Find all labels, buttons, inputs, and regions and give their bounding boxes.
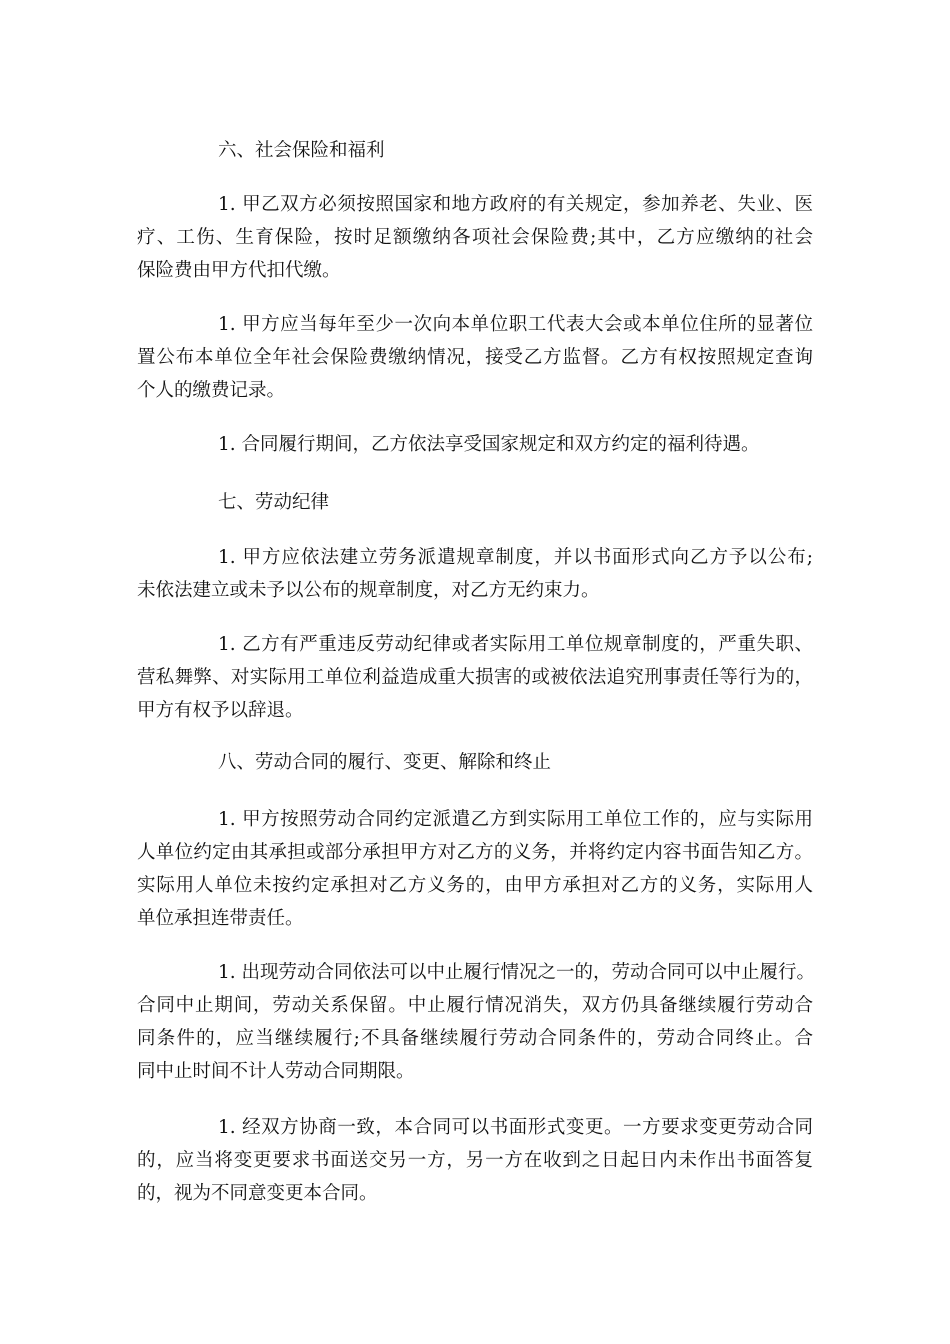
paragraph-line: 营私舞弊、对实际用工单位利益造成重大损害的或被依法追究刑事责任等行为的， — [137, 667, 813, 688]
paragraph-dismissal — [137, 628, 813, 727]
paragraph-line: 置公布本单位全年社会保险费缴纳情况，接受乙方监督。乙方有权按照规定查询 — [137, 347, 813, 368]
paragraph-line: 1. 出现劳动合同依法可以中止履行情况之一的，劳动合同可以中止履行。 — [218, 962, 816, 983]
paragraph-line: 的，视为不同意变更本合同。 — [137, 1183, 378, 1204]
paragraph-rules-publication — [137, 541, 813, 607]
paragraph-line: 实际用人单位未按约定承担对乙方义务的，由甲方承担对乙方的义务，实际用人 — [137, 875, 813, 896]
section-heading-contract-performance: 八、劳动合同的履行、变更、解除和终止 — [218, 752, 552, 773]
paragraph-line: 甲方有权予以辞退。 — [137, 700, 304, 721]
paragraph-line: 1. 甲方应当每年至少一次向本单位职工代表大会或本单位住所的显著位 — [218, 314, 813, 335]
paragraph-line: 合同中止期间，劳动关系保留。中止履行情况消失，双方仍具备继续履行劳动合 — [137, 995, 813, 1016]
paragraph-line: 未依法建立或未予以公布的规章制度，对乙方无约束力。 — [137, 580, 600, 601]
paragraph-dispatch-obligations — [137, 803, 813, 935]
paragraph-welfare — [137, 428, 813, 461]
paragraph-suspension — [137, 956, 816, 1088]
paragraph-line: 个人的缴费记录。 — [137, 380, 286, 401]
paragraph-line: 疗、工伤、生育保险，按时足额缴纳各项社会保险费;其中，乙方应缴纳的社会 — [137, 227, 813, 248]
section-heading-labor-discipline: 七、劳动纪律 — [218, 492, 330, 513]
paragraph-line: 1. 甲乙双方必须按照国家和地方政府的有关规定，参加养老、失业、医 — [218, 194, 813, 215]
paragraph-line: 人单位约定由其承担或部分承担甲方对乙方的义务，并将约定内容书面告知乙方。 — [137, 842, 813, 863]
paragraph-line: 单位承担连带责任。 — [137, 908, 304, 929]
paragraph-line: 的，应当将变更要求书面送交另一方，另一方在收到之日起日内未作出书面答复 — [137, 1150, 813, 1171]
paragraph-modification — [137, 1111, 813, 1210]
paragraph-line: 保险费由甲方代扣代缴。 — [137, 260, 341, 281]
paragraph-line: 1. 甲方应依法建立劳务派遣规章制度，并以书面形式向乙方予以公布; — [218, 547, 813, 568]
paragraph-insurance-disclosure — [137, 308, 813, 407]
section-heading-social-insurance: 六、社会保险和福利 — [218, 140, 385, 161]
paragraph-line: 1. 乙方有严重违反劳动纪律或者实际用工单位规章制度的，严重失职、 — [218, 634, 813, 655]
paragraph-insurance-obligation — [137, 188, 813, 287]
paragraph-line: 同中止时间不计人劳动合同期限。 — [137, 1061, 415, 1082]
paragraph-line: 1. 甲方按照劳动合同约定派遣乙方到实际用工单位工作的，应与实际用 — [218, 809, 813, 830]
paragraph-line: 1. 经双方协商一致，本合同可以书面形式变更。一方要求变更劳动合同 — [218, 1117, 813, 1138]
paragraph-line: 同条件的，应当继续履行;不具备继续履行劳动合同条件的，劳动合同终止。合 — [137, 1028, 813, 1049]
paragraph-line: 1. 合同履行期间，乙方依法享受国家规定和双方约定的福利待遇。 — [218, 434, 760, 455]
